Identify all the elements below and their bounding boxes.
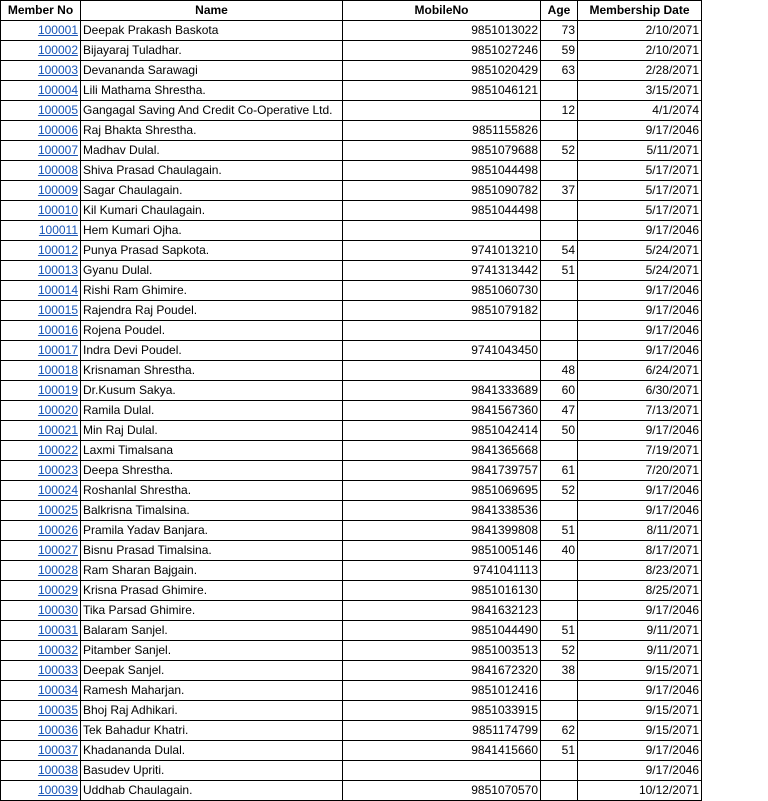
mobile-cell: 9851027246 bbox=[343, 41, 541, 61]
member-no-cell bbox=[1, 21, 81, 41]
age-cell: 51 bbox=[541, 741, 578, 761]
mobile-header: MobileNo bbox=[343, 1, 541, 21]
member-no-link[interactable]: 100035 bbox=[37, 703, 78, 717]
mobile-cell: 9851033915 bbox=[343, 701, 541, 721]
member-no-cell bbox=[1, 721, 81, 741]
name-cell: Hem Kumari Ojha. bbox=[81, 221, 343, 241]
mobile-cell: 9851069695 bbox=[343, 481, 541, 501]
member-no-link[interactable]: 100002 bbox=[37, 43, 78, 57]
member-no-link[interactable]: 100029 bbox=[37, 583, 78, 597]
member-no-cell bbox=[1, 781, 81, 801]
membership-date-cell: 9/17/2046 bbox=[578, 601, 702, 621]
mobile-cell: 9851155826 bbox=[343, 121, 541, 141]
member-no-cell bbox=[1, 181, 81, 201]
age-cell: 61 bbox=[541, 461, 578, 481]
table-row bbox=[1, 141, 702, 161]
membership-date-cell: 9/15/2071 bbox=[578, 661, 702, 681]
name-cell: Gyanu Dulal. bbox=[81, 261, 343, 281]
membership-date-cell: 6/24/2071 bbox=[578, 361, 702, 381]
mobile-cell: 9851090782 bbox=[343, 181, 541, 201]
age-cell: 12 bbox=[541, 101, 578, 121]
membership-date-cell: 6/30/2071 bbox=[578, 381, 702, 401]
mobile-cell: 9851044498 bbox=[343, 161, 541, 181]
member-no-link[interactable]: 100011 bbox=[38, 223, 78, 237]
age-cell bbox=[541, 121, 578, 141]
membership-date-cell: 9/15/2071 bbox=[578, 701, 702, 721]
mobile-cell: 9741013210 bbox=[343, 241, 541, 261]
member-no-cell bbox=[1, 621, 81, 641]
membership-date-cell: 9/17/2046 bbox=[578, 221, 702, 241]
table-row bbox=[1, 301, 702, 321]
mobile-cell: 9851013022 bbox=[343, 21, 541, 41]
mobile-cell: 9851174799 bbox=[343, 721, 541, 741]
membership-date-cell: 9/11/2071 bbox=[578, 621, 702, 641]
member-no-cell bbox=[1, 461, 81, 481]
table-row bbox=[1, 261, 702, 281]
table-row bbox=[1, 781, 702, 801]
member-no-link[interactable]: 100015 bbox=[37, 303, 78, 317]
member-rows bbox=[1, 21, 702, 801]
membership-date-cell: 2/28/2071 bbox=[578, 61, 702, 81]
table-row bbox=[1, 441, 702, 461]
table-row bbox=[1, 461, 702, 481]
age-cell bbox=[541, 501, 578, 521]
member-no-cell bbox=[1, 81, 81, 101]
member-no-cell bbox=[1, 641, 81, 661]
mobile-cell: 9841567360 bbox=[343, 401, 541, 421]
membership-date-cell: 7/20/2071 bbox=[578, 461, 702, 481]
name-cell: Dr.Kusum Sakya. bbox=[81, 381, 343, 401]
member-no-link[interactable]: 100025 bbox=[37, 503, 78, 517]
age-cell: 51 bbox=[541, 261, 578, 281]
name-cell: Uddhab Chaulagain. bbox=[81, 781, 343, 801]
age-cell: 40 bbox=[541, 541, 578, 561]
name-cell: Rishi Ram Ghimire. bbox=[81, 281, 343, 301]
name-cell: Deepak Sanjel. bbox=[81, 661, 343, 681]
table-row bbox=[1, 221, 702, 241]
age-cell bbox=[541, 781, 578, 801]
name-cell: Tika Parsad Ghimire. bbox=[81, 601, 343, 621]
mobile-cell: 9851005146 bbox=[343, 541, 541, 561]
membership-date-cell: 9/17/2046 bbox=[578, 421, 702, 441]
membership-date-cell: 5/17/2071 bbox=[578, 161, 702, 181]
member-no-cell bbox=[1, 761, 81, 781]
member-no-link[interactable]: 100022 bbox=[37, 443, 78, 457]
membership-date-cell: 5/11/2071 bbox=[578, 141, 702, 161]
mobile-cell: 9851042414 bbox=[343, 421, 541, 441]
name-cell: Tek Bahadur Khatri. bbox=[81, 721, 343, 741]
membership-date-cell: 5/24/2071 bbox=[578, 241, 702, 261]
name-header: Name bbox=[81, 1, 343, 21]
table-row bbox=[1, 681, 702, 701]
member-no-link[interactable]: 100001 bbox=[37, 23, 78, 37]
member-no-cell bbox=[1, 661, 81, 681]
age-cell: 52 bbox=[541, 141, 578, 161]
member-no-cell bbox=[1, 261, 81, 281]
name-cell: Lili Mathama Shrestha. bbox=[81, 81, 343, 101]
member-no-cell bbox=[1, 701, 81, 721]
member-no-cell bbox=[1, 361, 81, 381]
member-no-link[interactable]: 100007 bbox=[37, 143, 78, 157]
name-cell: Laxmi Timalsana bbox=[81, 441, 343, 461]
membership-date-cell: 2/10/2071 bbox=[578, 41, 702, 61]
member-no-cell bbox=[1, 601, 81, 621]
name-cell: Rojena Poudel. bbox=[81, 321, 343, 341]
age-cell: 62 bbox=[541, 721, 578, 741]
mobile-cell: 9851046121 bbox=[343, 81, 541, 101]
mobile-cell: 9851070570 bbox=[343, 781, 541, 801]
name-cell: Pramila Yadav Banjara. bbox=[81, 521, 343, 541]
member-no-cell bbox=[1, 121, 81, 141]
mobile-cell: 9851079688 bbox=[343, 141, 541, 161]
table-row bbox=[1, 321, 702, 341]
mobile-cell: 9841739757 bbox=[343, 461, 541, 481]
member-no-link[interactable]: 100027 bbox=[37, 543, 78, 557]
membership-date-cell: 5/17/2071 bbox=[578, 201, 702, 221]
member-no-link[interactable]: 100030 bbox=[37, 603, 78, 617]
member-no-link[interactable]: 100018 bbox=[37, 363, 78, 377]
member-no-link[interactable]: 100012 bbox=[37, 243, 78, 257]
table-row bbox=[1, 501, 702, 521]
member-no-cell bbox=[1, 401, 81, 421]
name-cell: Raj Bhakta Shrestha. bbox=[81, 121, 343, 141]
name-cell: Khadananda Dulal. bbox=[81, 741, 343, 761]
name-cell: Min Raj Dulal. bbox=[81, 421, 343, 441]
age-cell bbox=[541, 341, 578, 361]
member-no-cell bbox=[1, 61, 81, 81]
table-row bbox=[1, 61, 702, 81]
member-no-cell bbox=[1, 281, 81, 301]
member-no-link[interactable]: 100008 bbox=[37, 163, 78, 177]
member-no-link[interactable]: 100028 bbox=[37, 563, 78, 577]
membership-date-cell: 9/17/2046 bbox=[578, 321, 702, 341]
name-cell: Krisnaman Shrestha. bbox=[81, 361, 343, 381]
member-no-cell bbox=[1, 321, 81, 341]
member-no-link[interactable]: 100020 bbox=[37, 403, 78, 417]
mobile-cell bbox=[343, 761, 541, 781]
table-row bbox=[1, 121, 702, 141]
member-no-link[interactable]: 100009 bbox=[37, 183, 78, 197]
header-row bbox=[1, 1, 702, 21]
membership-date-header: Membership Date bbox=[578, 1, 702, 21]
table-row bbox=[1, 721, 702, 741]
membership-date-cell: 5/24/2071 bbox=[578, 261, 702, 281]
table-row bbox=[1, 481, 702, 501]
membership-date-cell: 9/17/2046 bbox=[578, 301, 702, 321]
name-cell: Gangagal Saving And Credit Co-Operative Ltd. bbox=[81, 101, 343, 121]
member-no-cell bbox=[1, 561, 81, 581]
age-cell: 37 bbox=[541, 181, 578, 201]
table-row bbox=[1, 241, 702, 261]
table-row bbox=[1, 281, 702, 301]
member-no-link[interactable]: 100031 bbox=[37, 623, 78, 637]
age-cell bbox=[541, 221, 578, 241]
name-cell: Madhav Dulal. bbox=[81, 141, 343, 161]
membership-date-cell: 5/17/2071 bbox=[578, 181, 702, 201]
age-cell bbox=[541, 201, 578, 221]
member-no-cell bbox=[1, 541, 81, 561]
mobile-cell: 9741041113 bbox=[343, 561, 541, 581]
mobile-cell: 9841672320 bbox=[343, 661, 541, 681]
age-cell: 47 bbox=[541, 401, 578, 421]
member-no-cell bbox=[1, 101, 81, 121]
mobile-cell: 9841632123 bbox=[343, 601, 541, 621]
membership-date-cell: 9/17/2046 bbox=[578, 281, 702, 301]
member-no-cell bbox=[1, 521, 81, 541]
age-cell bbox=[541, 601, 578, 621]
table-row bbox=[1, 621, 702, 641]
table-row bbox=[1, 541, 702, 561]
name-cell: Deepa Shrestha. bbox=[81, 461, 343, 481]
table-row bbox=[1, 701, 702, 721]
table-row bbox=[1, 101, 702, 121]
membership-date-cell: 7/13/2071 bbox=[578, 401, 702, 421]
table-row bbox=[1, 341, 702, 361]
age-cell bbox=[541, 681, 578, 701]
name-cell: Deepak Prakash Baskota bbox=[81, 21, 343, 41]
member-no-cell bbox=[1, 161, 81, 181]
member-no-cell bbox=[1, 741, 81, 761]
age-cell bbox=[541, 761, 578, 781]
age-cell: 54 bbox=[541, 241, 578, 261]
table-row bbox=[1, 761, 702, 781]
member-no-link[interactable]: 100023 bbox=[37, 463, 78, 477]
member-no-link[interactable]: 100033 bbox=[37, 663, 78, 677]
membership-date-cell: 2/10/2071 bbox=[578, 21, 702, 41]
name-cell: Kil Kumari Chaulagain. bbox=[81, 201, 343, 221]
mobile-cell bbox=[343, 101, 541, 121]
name-cell: Bisnu Prasad Timalsina. bbox=[81, 541, 343, 561]
age-cell: 51 bbox=[541, 621, 578, 641]
age-cell bbox=[541, 161, 578, 181]
membership-date-cell: 9/11/2071 bbox=[578, 641, 702, 661]
member-no-link[interactable]: 100016 bbox=[37, 323, 78, 337]
member-no-cell bbox=[1, 201, 81, 221]
name-cell: Ram Sharan Bajgain. bbox=[81, 561, 343, 581]
name-cell: Shiva Prasad Chaulagain. bbox=[81, 161, 343, 181]
age-cell bbox=[541, 701, 578, 721]
age-cell: 52 bbox=[541, 641, 578, 661]
mobile-cell: 9841399808 bbox=[343, 521, 541, 541]
membership-date-cell: 8/17/2071 bbox=[578, 541, 702, 561]
mobile-cell: 9851016130 bbox=[343, 581, 541, 601]
mobile-cell: 9741043450 bbox=[343, 341, 541, 361]
member-no-link[interactable]: 100038 bbox=[37, 763, 78, 777]
table-row bbox=[1, 561, 702, 581]
membership-date-cell: 8/25/2071 bbox=[578, 581, 702, 601]
age-cell: 38 bbox=[541, 661, 578, 681]
mobile-cell: 9841338536 bbox=[343, 501, 541, 521]
name-cell: Roshanlal Shrestha. bbox=[81, 481, 343, 501]
mobile-cell: 9851044490 bbox=[343, 621, 541, 641]
member-no-link[interactable]: 100026 bbox=[37, 523, 78, 537]
name-cell: Rajendra Raj Poudel. bbox=[81, 301, 343, 321]
age-header: Age bbox=[541, 1, 578, 21]
membership-date-cell: 9/17/2046 bbox=[578, 501, 702, 521]
table-row bbox=[1, 601, 702, 621]
name-cell: Ramesh Maharjan. bbox=[81, 681, 343, 701]
member-no-cell bbox=[1, 441, 81, 461]
membership-date-cell: 9/17/2046 bbox=[578, 741, 702, 761]
member-no-link[interactable]: 100006 bbox=[37, 123, 78, 137]
member-no-link[interactable]: 100017 bbox=[37, 343, 78, 357]
member-no-link[interactable]: 100024 bbox=[37, 483, 78, 497]
age-cell: 48 bbox=[541, 361, 578, 381]
member-no-link[interactable]: 100037 bbox=[37, 743, 78, 757]
name-cell: Devananda Sarawagi bbox=[81, 61, 343, 81]
mobile-cell bbox=[343, 361, 541, 381]
table-row bbox=[1, 401, 702, 421]
mobile-cell: 9851079182 bbox=[343, 301, 541, 321]
name-cell: Krisna Prasad Ghimire. bbox=[81, 581, 343, 601]
name-cell: Bijayaraj Tuladhar. bbox=[81, 41, 343, 61]
mobile-cell: 9851060730 bbox=[343, 281, 541, 301]
age-cell bbox=[541, 581, 578, 601]
member-no-link[interactable]: 100019 bbox=[37, 383, 78, 397]
table-row bbox=[1, 641, 702, 661]
table-row bbox=[1, 21, 702, 41]
membership-date-cell: 9/15/2071 bbox=[578, 721, 702, 741]
member-no-cell bbox=[1, 581, 81, 601]
name-cell: Punya Prasad Sapkota. bbox=[81, 241, 343, 261]
name-cell: Balkrisna Timalsina. bbox=[81, 501, 343, 521]
table-row bbox=[1, 741, 702, 761]
member-no-link[interactable]: 100004 bbox=[37, 83, 78, 97]
member-no-cell bbox=[1, 141, 81, 161]
member-no-header: Member No bbox=[1, 1, 81, 21]
age-cell: 73 bbox=[541, 21, 578, 41]
age-cell: 51 bbox=[541, 521, 578, 541]
membership-date-cell: 7/19/2071 bbox=[578, 441, 702, 461]
name-cell: Ramila Dulal. bbox=[81, 401, 343, 421]
member-no-cell bbox=[1, 41, 81, 61]
member-no-cell bbox=[1, 241, 81, 261]
table-row bbox=[1, 201, 702, 221]
membership-date-cell: 8/11/2071 bbox=[578, 521, 702, 541]
membership-date-cell: 9/17/2046 bbox=[578, 121, 702, 141]
table-row bbox=[1, 181, 702, 201]
table-row bbox=[1, 161, 702, 181]
age-cell bbox=[541, 281, 578, 301]
age-cell bbox=[541, 81, 578, 101]
age-cell: 60 bbox=[541, 381, 578, 401]
age-cell: 50 bbox=[541, 421, 578, 441]
mobile-cell bbox=[343, 321, 541, 341]
member-no-link[interactable]: 100010 bbox=[37, 203, 78, 217]
table-row bbox=[1, 381, 702, 401]
name-cell: Balaram Sanjel. bbox=[81, 621, 343, 641]
mobile-cell: 9741313442 bbox=[343, 261, 541, 281]
member-no-link[interactable]: 100003 bbox=[37, 63, 78, 77]
membership-date-cell: 9/17/2046 bbox=[578, 481, 702, 501]
mobile-cell: 9851020429 bbox=[343, 61, 541, 81]
membership-date-cell: 3/15/2071 bbox=[578, 81, 702, 101]
mobile-cell: 9841333689 bbox=[343, 381, 541, 401]
member-no-cell bbox=[1, 301, 81, 321]
table-row bbox=[1, 81, 702, 101]
table-row bbox=[1, 41, 702, 61]
member-no-link[interactable]: 100034 bbox=[37, 683, 78, 697]
member-no-link[interactable]: 100036 bbox=[37, 723, 78, 737]
member-no-link[interactable]: 100005 bbox=[37, 103, 78, 117]
age-cell bbox=[541, 301, 578, 321]
mobile-cell: 9841365668 bbox=[343, 441, 541, 461]
age-cell bbox=[541, 561, 578, 581]
mobile-cell: 9841415660 bbox=[343, 741, 541, 761]
name-cell: Indra Devi Poudel. bbox=[81, 341, 343, 361]
table-row bbox=[1, 661, 702, 681]
membership-date-cell: 10/12/2071 bbox=[578, 781, 702, 801]
mobile-cell bbox=[343, 221, 541, 241]
member-no-link[interactable]: 100039 bbox=[37, 783, 78, 797]
name-cell: Pitamber Sanjel. bbox=[81, 641, 343, 661]
member-no-cell bbox=[1, 481, 81, 501]
table-row bbox=[1, 361, 702, 381]
name-cell: Sagar Chaulagain. bbox=[81, 181, 343, 201]
mobile-cell: 9851012416 bbox=[343, 681, 541, 701]
member-no-cell bbox=[1, 381, 81, 401]
member-no-cell bbox=[1, 421, 81, 441]
member-no-link[interactable]: 100014 bbox=[37, 283, 78, 297]
member-no-link[interactable]: 100032 bbox=[37, 643, 78, 657]
mobile-cell: 9851003513 bbox=[343, 641, 541, 661]
age-cell bbox=[541, 441, 578, 461]
age-cell: 59 bbox=[541, 41, 578, 61]
membership-date-cell: 4/1/2074 bbox=[578, 101, 702, 121]
age-cell bbox=[541, 321, 578, 341]
member-no-link[interactable]: 100013 bbox=[37, 263, 78, 277]
member-no-cell bbox=[1, 221, 81, 241]
member-no-cell bbox=[1, 341, 81, 361]
age-cell: 52 bbox=[541, 481, 578, 501]
table-row bbox=[1, 521, 702, 541]
age-cell: 63 bbox=[541, 61, 578, 81]
membership-date-cell: 9/17/2046 bbox=[578, 761, 702, 781]
table-row bbox=[1, 421, 702, 441]
membership-date-cell: 9/17/2046 bbox=[578, 681, 702, 701]
name-cell: Basudev Upriti. bbox=[81, 761, 343, 781]
member-no-cell bbox=[1, 681, 81, 701]
name-cell: Bhoj Raj Adhikari. bbox=[81, 701, 343, 721]
membership-date-cell: 8/23/2071 bbox=[578, 561, 702, 581]
member-no-link[interactable]: 100021 bbox=[37, 423, 78, 437]
member-no-cell bbox=[1, 501, 81, 521]
table-row bbox=[1, 581, 702, 601]
membership-date-cell: 9/17/2046 bbox=[578, 341, 702, 361]
mobile-cell: 9851044498 bbox=[343, 201, 541, 221]
